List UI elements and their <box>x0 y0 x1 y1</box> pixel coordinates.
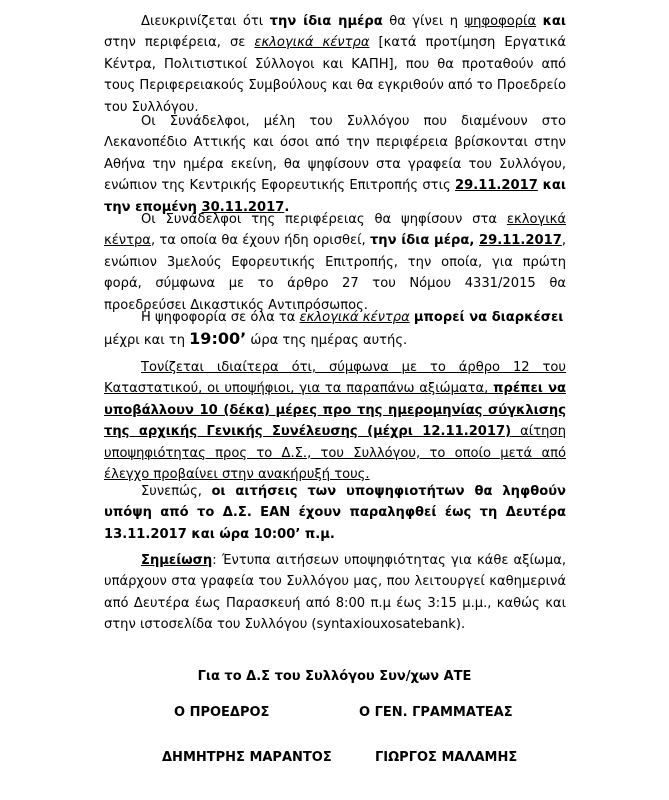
signature-role-president: Ο ΠΡΟΕΔΡΟΣ <box>174 705 270 720</box>
text-run: στην περιφέρεια, σε <box>104 35 255 51</box>
text-run: την ίδια μέρα, <box>369 233 479 249</box>
text-run: 30.11.2017 <box>201 199 285 215</box>
text-run: οι αιτήσεις των υποψηφιοτήτων θα ληφθούν υπόψη από το Δ.Σ. ΕΑΝ έχουν παραληφθεί έως τη Δευτέρα 13.11.2017 και ώρα 10:00’ π.μ. <box>104 484 566 542</box>
text-run: την ίδια ημέρα <box>269 14 383 29</box>
signature-role-secretary: Ο ΓΕΝ. ΓΡΑΜΜΑΤΕΑΣ <box>359 705 513 720</box>
text-run: εκλογικά κέντρα <box>299 310 410 325</box>
text-run: θα γίνει η <box>382 14 465 29</box>
text-run: Τονίζεται ιδιαίτερα ότι, σύμφωνα με το άρθρο 12 του Καταστατικού, οι υποψήφιοι, για τα παραπάνω αξιώματα, <box>104 360 566 397</box>
signature-name-president: ΔΗΜΗΤΡΗΣ ΜΑΡΑΝΤΟΣ <box>162 750 332 765</box>
text-run: ώρα της ημέρας αυτής. <box>246 333 408 349</box>
text-run: και <box>542 14 566 29</box>
text-run: Η ψηφοφορία σε όλα τα <box>141 310 300 325</box>
text-run: εκλογικά κέντρα <box>104 212 566 249</box>
text-run: , ενώπιον 3μελούς Εφορευτικής Επιτροπής, την οποία, για πρώτη φορά, σύμφωνα με το άρθρο 27 του Νόμου 4331/2015 θα προεδρεύσει Δικαστικός Αντιπρόσωπος. <box>104 233 567 313</box>
paragraph-applications-received <box>104 481 566 545</box>
text-run: : Έντυπα αιτήσεων υποψηφιότητας για κάθε αξίωμα, υπάρχουν στα γραφεία του Συλλόγου μας, που λειτουργεί καθημερινά από Δευτέρα έως Παρασκευή από 8:00 π.μ έως 3:15 μ.μ., καθώς και στην ιστοσελίδα του Συλλόγου (syntaxiouxosatebank). <box>104 553 566 633</box>
paragraph-note <box>104 550 566 636</box>
text-run: μέχρι και τη <box>104 333 190 349</box>
text-run: ψηφοφορία <box>464 14 537 29</box>
text-run: εκλογικά κέντρα <box>254 35 370 51</box>
text-run: μπορεί να διαρκέσει <box>413 310 564 325</box>
paragraph-attica-voting <box>104 111 566 218</box>
paragraph-voting-duration <box>104 307 566 352</box>
text-run: Οι Συνάδελφοι της περιφέρειας θα ψηφίσουν στα <box>141 212 507 227</box>
text-run: 19:00’ <box>189 329 247 349</box>
paragraph-regional-voting <box>104 209 566 316</box>
text-run: πρέπει να υποβάλλουν 10 (δέκα) μέρες προ της ημερομηνίας σύγκλισης της αρχικής Γενικής Συνέλευσης (μέχρι 12.11.2017) <box>104 381 566 440</box>
paragraph-voting-same-day <box>104 11 566 118</box>
text-run: , τα οποία θα έχουν ήδη ορισθεί, <box>150 233 370 249</box>
paragraph-candidacy-deadline <box>104 357 566 485</box>
text-run: [κατά προτίμηση Εργατικά Κέντρα, Πολιτιστικοί Σύλλογοι και ΚΑΠΗ], που θα προταθούν από τους Περιφερειακούς Συμβούλους και θα εγκριθούν από το Προεδρείο του Συλλόγου. <box>104 35 566 115</box>
text-run: Συνεπώς, <box>141 484 212 499</box>
signature-heading: Για το Δ.Σ του Συλλόγου Συν/χων ΑΤΕ <box>197 669 472 684</box>
text-run: . <box>284 199 290 215</box>
text-run: αίτηση υποψηφιότητας προς το Δ.Σ., του Συλλόγου, το οποίο μετά από έλεγχο προβαίνει στην ανακήρυξή τους. <box>104 424 566 483</box>
signature-name-secretary: ΓΙΩΡΓΟΣ ΜΑΛΑΜΗΣ <box>375 750 518 765</box>
text-run: Σημείωση <box>141 553 213 568</box>
text-run: Οι Συνάδελφοι, μέλη του Συλλόγου που διαμένουν στο Λεκανοπέδιο Αττικής και όσοι από την περιφέρεια βρίσκονται στην Αθήνα την ημέρα εκείνη, θα ψηφίσουν στα γραφεία του Συλλόγου, ενώπιον της Κεντρικής Εφορευτικής Επιτροπής στις <box>104 114 566 194</box>
text-run: Διευκρινίζεται ότι <box>141 14 270 29</box>
text-run: και την επομένη <box>104 178 566 215</box>
text-run: 29.11.2017 <box>455 178 538 194</box>
text-run: 29.11.2017 <box>479 233 562 249</box>
